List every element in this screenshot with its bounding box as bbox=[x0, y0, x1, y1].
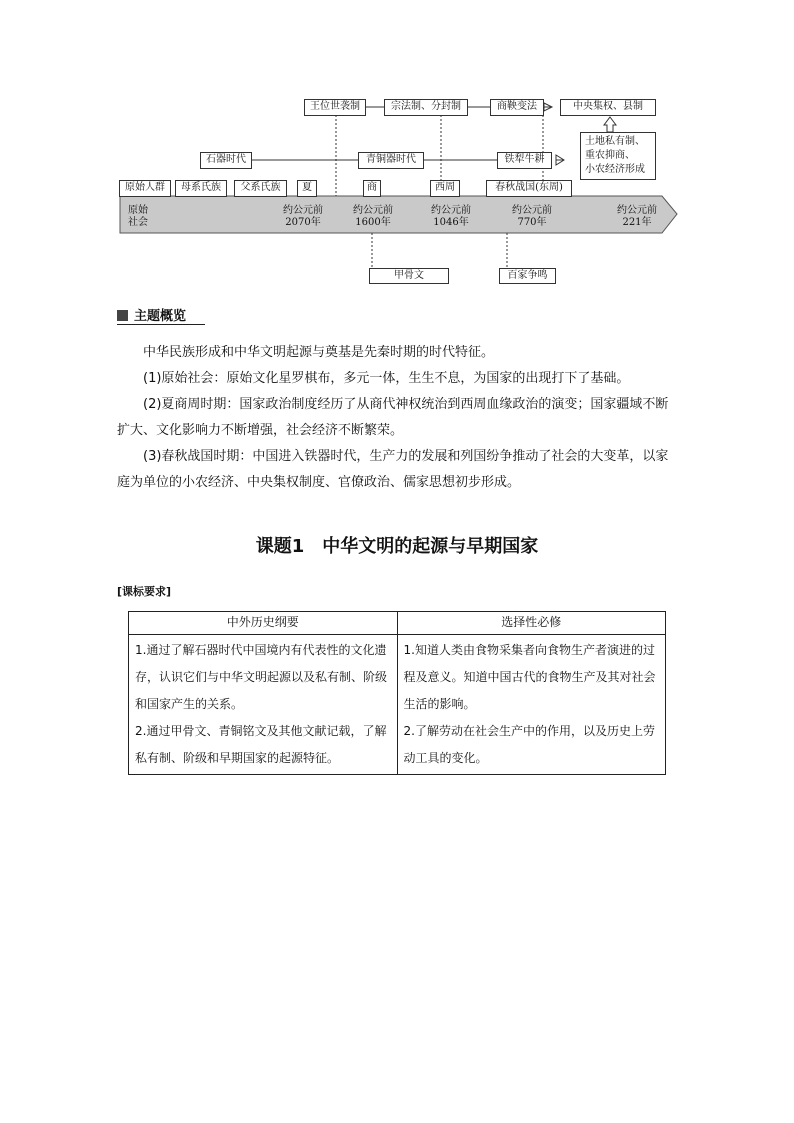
culture-box-2: 百家争鸣 bbox=[499, 268, 556, 284]
overview-paragraph: (3)春秋战国时期：中国进入铁器时代，生产力的发展和列国纷争推动了社会的大变革，以家庭为单位的小农经济、中央集权制度、官僚政治、儒家思想初步形成。 bbox=[117, 449, 669, 490]
era-box-6: 西周 bbox=[430, 180, 460, 197]
table-header-row bbox=[129, 612, 666, 635]
politics-box-2: 宗法制、分封制 bbox=[384, 99, 468, 116]
economy-result-box bbox=[580, 132, 656, 180]
era-box-3: 父系氏族 bbox=[234, 180, 287, 197]
square-bullet-icon bbox=[117, 310, 128, 321]
economy-box-2: 青铜器时代 bbox=[358, 152, 424, 169]
era-box-2: 母系氏族 bbox=[175, 180, 227, 197]
heading-underline bbox=[117, 324, 205, 325]
overview-paragraph: (1)原始社会：原始文化星罗棋布，多元一体，生生不息，为国家的出现打下了基础。 bbox=[143, 371, 630, 386]
era-box-1: 原始人群 bbox=[119, 180, 171, 197]
economy-box-3: 铁犁牛耕 bbox=[497, 152, 552, 169]
date-label-1: 原始 社会 bbox=[128, 205, 148, 228]
table-header: 选择性必修 bbox=[397, 612, 666, 635]
date-label-2: 约公元前 2070年 bbox=[283, 205, 323, 228]
date-label-6: 约公元前 221年 bbox=[617, 205, 657, 228]
up-arrow-icon bbox=[604, 117, 616, 132]
table-cell: 1.通过了解石器时代中国境内有代表性的文化遗存，认识它们与中华文明起源以及私有制、阶级和国家产生的关系。 2.通过甲骨文、青铜铭文及其他文献记载，了解私有制、阶级和早期国家的起源特征。 bbox=[129, 635, 398, 775]
table-header: 中外历史纲要 bbox=[129, 612, 398, 635]
era-box-5: 商 bbox=[363, 180, 381, 197]
date-label-4: 约公元前 1046年 bbox=[431, 205, 471, 228]
overview-paragraph: (2)夏商周时期：国家政治制度经历了从商代神权统治到西周血缘政治的演变；国家疆域不断扩大、文化影响力不断增强，社会经济不断繁荣。 bbox=[117, 397, 669, 438]
politics-box-3: 商鞅变法 bbox=[490, 99, 544, 116]
result-line-3: 小农经济形成 bbox=[585, 164, 645, 175]
era-box-7: 春秋战国(东周) bbox=[486, 180, 572, 197]
requirements-table bbox=[128, 611, 666, 775]
era-box-4: 夏 bbox=[297, 180, 317, 197]
overview-paragraph: 中华民族形成和中华文明起源与奠基是先秦时期的时代特征。 bbox=[143, 345, 495, 360]
date-label-3: 约公元前 1600年 bbox=[353, 205, 393, 228]
lesson-title: 课题1 中华文明的起源与早期国家 bbox=[255, 536, 539, 557]
date-label-5: 约公元前 770年 bbox=[512, 205, 552, 228]
result-line-1: 土地私有制、 bbox=[585, 136, 645, 147]
requirements-label: [课标要求] bbox=[117, 585, 172, 598]
politics-box-1: 王位世袭制 bbox=[304, 99, 366, 116]
politics-box-4: 中央集权、县制 bbox=[560, 99, 656, 116]
result-line-2: 重农抑商、 bbox=[585, 150, 635, 161]
timeline-connectors bbox=[0, 0, 794, 300]
table-cell: 1.知道人类由食物采集者向食物生产者演进的过程及意义。知道中国古代的食物生产及其对社会生活的影响。 2.了解劳动在社会生产中的作用，以及历史上劳动工具的变化。 bbox=[397, 635, 666, 775]
overview-paragraphs bbox=[117, 340, 677, 496]
table-row bbox=[129, 635, 666, 775]
economy-box-1: 石器时代 bbox=[200, 152, 252, 169]
culture-box-1: 甲骨文 bbox=[369, 268, 449, 284]
overview-heading: 主题概览 bbox=[117, 305, 186, 325]
